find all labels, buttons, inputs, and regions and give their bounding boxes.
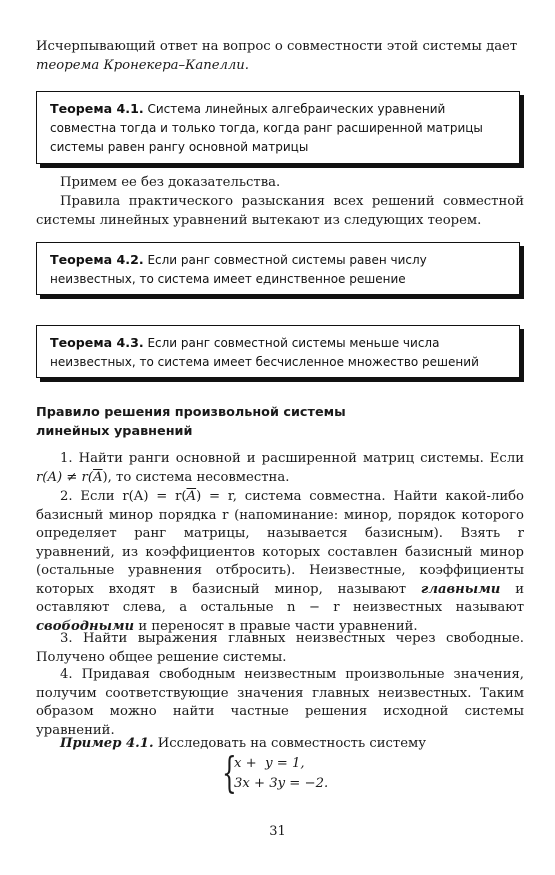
theorem-4-2-box xyxy=(36,242,520,295)
example-text: Исследовать на совместность систему xyxy=(157,736,427,751)
theorem-4-2-text: Если ранг совместной системы равен числу неизвестных, то система имеет единственное решение xyxy=(50,253,427,286)
rule-heading xyxy=(36,403,436,441)
equation-1: x + y = 1, xyxy=(234,756,305,771)
equation-system xyxy=(222,748,352,798)
rule-step-1 xyxy=(36,450,524,487)
example-4-1 xyxy=(36,735,524,754)
rule-step-2-part-a: 2. Если r(A) = r( xyxy=(60,489,187,504)
rule-step-3: 3. Найти выражения главных неизвестных через свободные. Получено общее решение системы. xyxy=(36,631,524,665)
theorem-4-3-label: Теорема 4.3. xyxy=(50,335,144,350)
intro-text: Исчерпывающий ответ на вопрос о совместности этой системы дает xyxy=(36,39,518,54)
main-unknowns-term: главными xyxy=(420,581,501,597)
rule-step-1-formula: r(A) ≠ r( xyxy=(36,469,93,485)
rule-heading-line1: Правило решения произвольной системы xyxy=(36,405,346,420)
system-brace: { xyxy=(222,748,237,797)
theorem-4-2-label: Теорема 4.2. xyxy=(50,252,144,267)
free-unknowns-term: свободными xyxy=(36,618,135,634)
rule-step-2-part-b: ) = r, система совместна. Найти какой-либо базисный минор порядка r (напоминание: минор, порядок которого определяет ранг матрицы, называется базисным). Взять r уравнений, из коэффициентов которых составлен базисный минор (остальные уравнения отбросить). Неизвестные, коэффициенты которых входят в базисный минор, называют xyxy=(36,489,524,597)
theorem-4-3-box xyxy=(36,325,520,378)
rule-step-1-text: 1. Найти ранги основной и расширенной матриц системы. Если xyxy=(60,451,524,466)
theorem-4-3-text: Если ранг совместной системы меньше числа неизвестных, то система имеет бесчисленное множество решений xyxy=(50,336,479,369)
rule-step-1-conclusion: ), то система несовместна. xyxy=(102,469,290,485)
rule-step-2 xyxy=(36,488,524,636)
no-proof-paragraph: Примем ее без доказательства. xyxy=(60,175,281,190)
rule-step-2-abar: $\overline{A}$ xyxy=(186,489,197,504)
example-label: Пример 4.1. xyxy=(60,736,154,751)
practical-rules-paragraph: Правила практического разыскания всех решений совместной системы линейных уравнений вытекают из следующих теорем. xyxy=(36,194,524,228)
rule-step-2-part-c: и оставляют слева, а остальные n − r неизвестных называют xyxy=(36,581,524,615)
theorem-4-1-box xyxy=(36,91,520,164)
equation-2: 3x + 3y = −2. xyxy=(234,776,329,791)
rule-step-4: 4. Придавая свободным неизвестным произвольные значения, получим соответствующие значения главных неизвестных. Таким образом можно найти частные решения исходной системы уравнений. xyxy=(36,667,524,738)
theorem-4-1-text: Система линейных алгебраических уравнений совместна тогда и только тогда, когда ранг расширенной матрицы системы равен рангу основной матрицы xyxy=(50,102,483,154)
rule-heading-line2: линейных уравнений xyxy=(36,424,193,439)
page-number: 31 xyxy=(269,824,286,839)
rule-step-1-abar: $\overline{A}$ xyxy=(93,469,103,485)
theorem-4-1-label: Теорема 4.1. xyxy=(50,101,144,116)
intro-paragraph xyxy=(36,38,524,75)
rule-step-2-part-d: и переносят в правые части уравнений. xyxy=(138,618,418,634)
intro-theorem-name: теорема Кронекера–Капелли. xyxy=(36,57,249,73)
